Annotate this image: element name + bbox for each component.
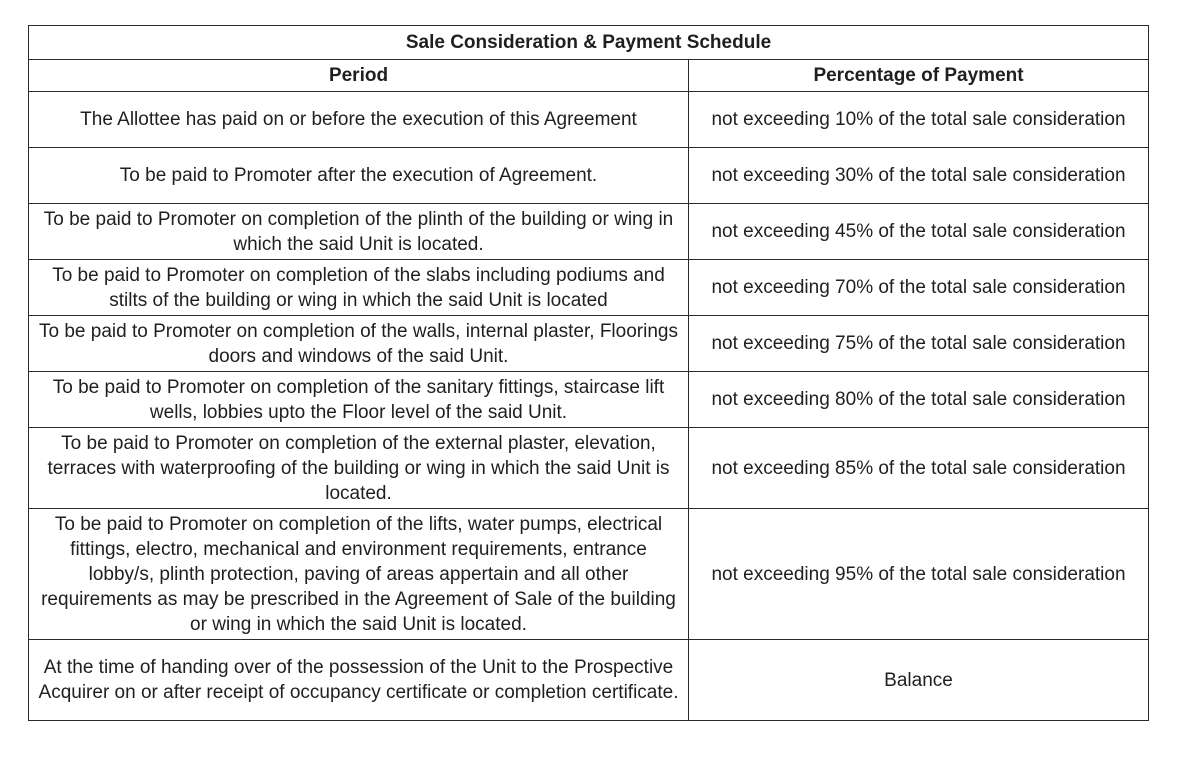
period-cell: To be paid to Promoter on completion of the external plaster, elevation, terraces with waterproofing of the building or wing in which the said Unit is located. <box>29 428 689 509</box>
percentage-cell: not exceeding 70% of the total sale consideration <box>689 260 1149 316</box>
table-row <box>29 372 1149 428</box>
table-row <box>29 260 1149 316</box>
period-cell: To be paid to Promoter on completion of the sanitary fittings, staircase lift wells, lobbies upto the Floor level of the said Unit. <box>29 372 689 428</box>
period-cell: To be paid to Promoter on completion of the plinth of the building or wing in which the said Unit is located. <box>29 204 689 260</box>
percentage-cell: not exceeding 10% of the total sale consideration <box>689 92 1149 148</box>
table-title-row <box>29 26 1149 60</box>
table-header-row <box>29 60 1149 92</box>
period-cell: To be paid to Promoter after the execution of Agreement. <box>29 148 689 204</box>
table-row <box>29 316 1149 372</box>
column-header-period: Period <box>29 60 689 92</box>
payment-schedule-table-container <box>28 25 1148 721</box>
period-cell: To be paid to Promoter on completion of the lifts, water pumps, electrical fittings, electro, mechanical and environment requirements, entrance lobby/s, plinth protection, paving of areas appertain and all other requirements as may be prescribed in the Agreement of Sale of the building or wing in which the said Unit is located. <box>29 509 689 640</box>
table-row <box>29 92 1149 148</box>
period-cell: At the time of handing over of the possession of the Unit to the Prospective Acquirer on or after receipt of occupancy certificate or completion certificate. <box>29 640 689 721</box>
percentage-cell: not exceeding 45% of the total sale consideration <box>689 204 1149 260</box>
table-row <box>29 509 1149 640</box>
period-cell: To be paid to Promoter on completion of the walls, internal plaster, Floorings doors and windows of the said Unit. <box>29 316 689 372</box>
table-row <box>29 204 1149 260</box>
percentage-cell: not exceeding 80% of the total sale consideration <box>689 372 1149 428</box>
table-row <box>29 148 1149 204</box>
period-cell: The Allottee has paid on or before the execution of this Agreement <box>29 92 689 148</box>
payment-schedule-table <box>28 25 1149 721</box>
table-row <box>29 640 1149 721</box>
table-title: Sale Consideration & Payment Schedule <box>29 26 1149 60</box>
table-row <box>29 428 1149 509</box>
column-header-percentage: Percentage of Payment <box>689 60 1149 92</box>
percentage-cell: not exceeding 75% of the total sale consideration <box>689 316 1149 372</box>
period-cell: To be paid to Promoter on completion of the slabs including podiums and stilts of the building or wing in which the said Unit is located <box>29 260 689 316</box>
percentage-cell: Balance <box>689 640 1149 721</box>
percentage-cell: not exceeding 95% of the total sale consideration <box>689 509 1149 640</box>
percentage-cell: not exceeding 30% of the total sale consideration <box>689 148 1149 204</box>
percentage-cell: not exceeding 85% of the total sale consideration <box>689 428 1149 509</box>
